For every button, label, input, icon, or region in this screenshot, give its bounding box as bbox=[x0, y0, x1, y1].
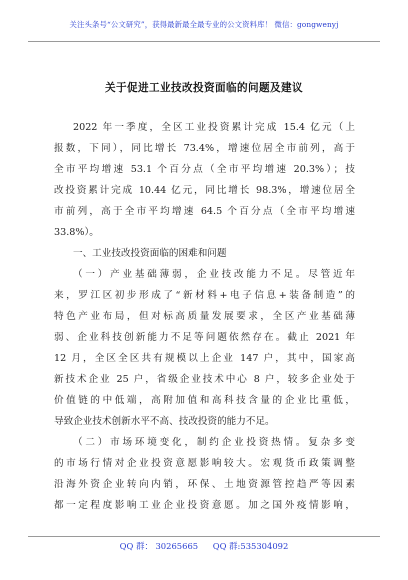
paragraph-2-line-5: 12 月，全区全区共有规模以上企业 147 户，其中，国家高 bbox=[54, 353, 355, 364]
paragraph-2-line-1: （一）产业基础薄弱，企业技改能力不足。尽管近年 bbox=[73, 269, 355, 280]
paragraph-3-line-4: 都一定程度影响工业企业投资意愿。加之国外疫情影响， bbox=[54, 500, 355, 511]
footer-divider bbox=[28, 536, 380, 537]
footer-qq-group-2: QQ 群:535304092 bbox=[212, 541, 289, 551]
header-divider bbox=[28, 41, 380, 42]
paragraph-3-line-3: 沿海外资企业转向内销，环保、土地资源管控趋严等因素 bbox=[54, 479, 355, 490]
paragraph-1-line-4: 改投资累计完成 10.44 亿元，同比增长 98.3%，增速位居全 bbox=[54, 185, 355, 196]
footer-qq-group-1: QQ 群： 30265665 bbox=[119, 541, 199, 551]
paragraph-1-line-6: 33.8%）。 bbox=[54, 227, 99, 238]
paragraph-2-line-8: 导致企业技术创新水平不高、技改投资的能力不足。 bbox=[54, 416, 275, 427]
paragraph-2-line-3: 特色产业布局，但对标高质量发展要求，全区产业基础薄 bbox=[54, 311, 355, 322]
paragraph-1-line-5: 市前列，高于全市平均增速 64.5 个百分点（全市平均增速 bbox=[54, 206, 355, 217]
paragraph-2-line-7: 价值链的中低端，高附加值和高科技含量的企业比重低， bbox=[54, 395, 355, 406]
paragraph-1-line-3: 全市平均增速 53.1 个百分点（全市平均增速 20.3%）；技 bbox=[54, 164, 355, 175]
document-body bbox=[54, 117, 355, 516]
paragraph-1-line-2: 报数，下同），同比增长 73.4%，增速位居全市前列，高于 bbox=[54, 143, 355, 154]
header-promo-text: 关注头条号“公文研究”，获得最新最全最专业的公文资料库！ 微信：gongwenyj bbox=[69, 20, 339, 29]
paragraph-2-line-2: 来，罗江区初步形成了“新材料+电子信息+装备制造”的 bbox=[54, 290, 355, 301]
paragraph-3-line-2: 的市场行情对企业投资意愿影响较大。宏观货币政策调整 bbox=[54, 458, 355, 469]
paragraph-3-line-1: （二）市场环境变化，制约企业投资热情。复杂多变 bbox=[73, 437, 355, 448]
paragraph-1-line-1: 2022 年一季度，全区工业投资累计完成 15.4 亿元（上 bbox=[73, 122, 355, 133]
paragraph-2-line-4: 弱、企业科技创新能力不足等问题依然存在。截止 2021 年 bbox=[54, 332, 355, 343]
paragraph-2-line-6: 新技术企业 25 户，省级企业技术中心 8 户，较多企业处于 bbox=[54, 374, 355, 385]
footer-contact bbox=[0, 540, 408, 552]
document-title: 关于促进工业技改投资面临的问题及建议 bbox=[105, 82, 303, 94]
section-heading-1: 一、工业技改投资面临的困难和问题 bbox=[73, 248, 227, 259]
